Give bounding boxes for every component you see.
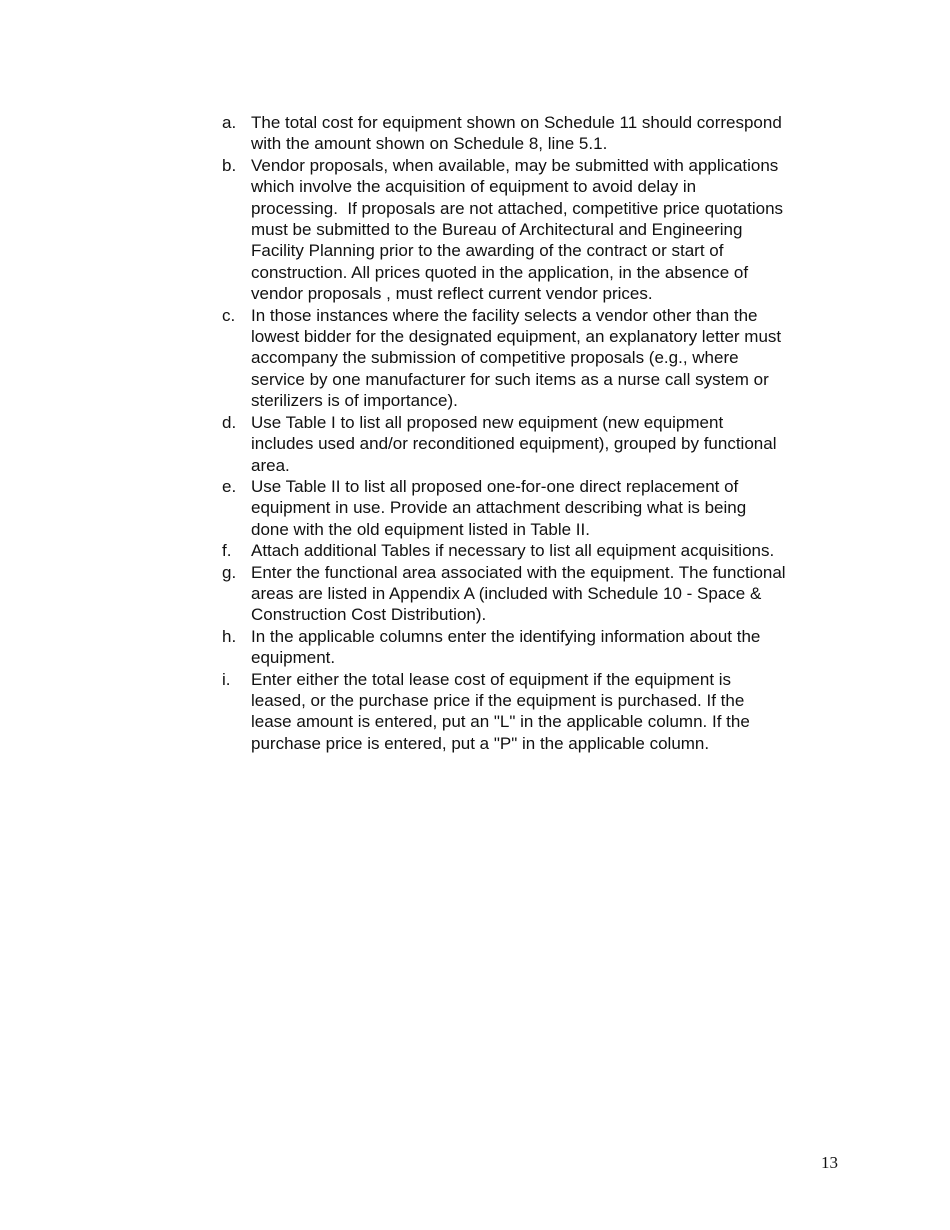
list-item [222, 669, 852, 755]
list-item-text: Vendor proposals, when available, may be submitted with applications which involve the acquisition of equipment to avoid delay in processing. If proposals are not attached, competitive price quotations must be submitted to the Bureau of Architectural and Engineering Facility Planning prior to the awarding of the contract or start of construction. All prices quoted in the application, in the absence of vendor proposals , must reflect current vendor prices. [251, 155, 784, 304]
list-marker: g. [222, 562, 237, 582]
list-item [222, 155, 852, 305]
list-marker: b. [222, 155, 237, 175]
list-item-text: Use Table I to list all proposed new equipment (new equipment includes used and/or reconditioned equipment), grouped by functional area. [251, 412, 777, 475]
list-item [222, 412, 852, 476]
list-marker: i. [222, 669, 231, 689]
list-item-text: In the applicable columns enter the identifying information about the equipment. [251, 626, 761, 668]
list-item [222, 626, 852, 669]
list-item-text: Use Table II to list all proposed one-for-one direct replacement of equipment in use. Provide an attachment describing what is being done with the old equipment listed in Table II. [251, 476, 747, 539]
list-item [222, 305, 852, 412]
list-item [222, 476, 852, 540]
list-item-text: The total cost for equipment shown on Schedule 11 should correspond with the amount shown on Schedule 8, line 5.1. [251, 113, 782, 154]
list-item-text: Enter either the total lease cost of equipment if the equipment is leased, or the purchase price if the equipment is purchased. If the lease amount is entered, put an "L" in the applicable column. If the purchase price is entered, put a "P" in the applicable column. [251, 669, 750, 753]
list-marker: d. [222, 412, 237, 432]
list-item [222, 562, 852, 626]
list-marker: f. [222, 541, 232, 561]
list-item-text: Enter the functional area associated with the equipment. The functional areas are listed in Appendix A (included with Schedule 10 - Space & Construction Cost Distribution). [251, 562, 786, 625]
list-item-text: In those instances where the facility selects a vendor other than the lowest bidder for the designated equipment, an explanatory letter must accompany the submission of competitive proposals (e.g., where service by one manufacturer for such items as a nurse call system or sterilizers is of importance). [251, 305, 782, 411]
instruction-list [222, 112, 852, 754]
list-marker: c. [222, 305, 236, 325]
list-item [222, 112, 852, 155]
list-item-text: Attach additional Tables if necessary to list all equipment acquisitions. [251, 541, 775, 561]
list-marker: a. [222, 113, 237, 132]
list-item [222, 540, 852, 561]
page-number: 13 [821, 1153, 838, 1172]
list-marker: h. [222, 626, 237, 646]
list-marker: e. [222, 476, 237, 496]
